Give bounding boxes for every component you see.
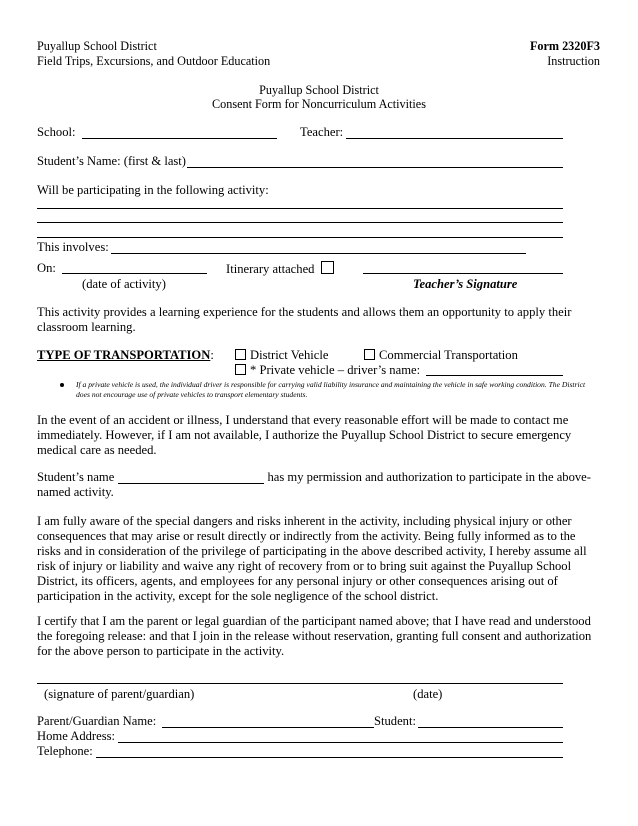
district-vehicle-checkbox[interactable] (235, 349, 246, 360)
commercial-label: Commercial Transportation (379, 348, 518, 362)
permission-text: has my permission and authorization to participate in the above-named activity. (37, 470, 591, 499)
school-label: School: (37, 125, 76, 139)
involves-field[interactable] (111, 253, 526, 254)
school-field[interactable] (82, 138, 277, 139)
on-label: On: (37, 261, 56, 275)
home-address-field[interactable] (118, 742, 563, 743)
parent-signature-field[interactable] (37, 683, 563, 684)
district-vehicle-option[interactable] (235, 348, 328, 363)
itinerary-text: Itinerary attached (226, 262, 315, 276)
involves-label: This involves: (37, 240, 109, 254)
form-type: Instruction (547, 54, 600, 68)
home-address-label: Home Address: (37, 729, 116, 743)
student-name-label: Student’s Name: (first & last) (37, 154, 187, 168)
activity-date-field[interactable] (62, 273, 207, 274)
accident-paragraph: In the event of an accident or illness, I understand that every reasonable effort will be made to contact me immediately. However, if I am not available, I authorize the Puyallup School District to secure emergency medical care as needed. (37, 413, 572, 457)
guardian-name-label: Parent/Guardian Name: (37, 714, 157, 728)
transportation-colon: : (210, 348, 214, 362)
student-label: Student: (374, 714, 416, 728)
activity-line-1[interactable] (37, 208, 563, 209)
private-vehicle-label: * Private vehicle – driver’s name: (250, 363, 421, 377)
page-title: Consent Form for Noncurriculum Activities (212, 97, 426, 111)
activity-line-2[interactable] (37, 222, 563, 223)
transportation-heading-text: TYPE OF TRANSPORTATION (37, 348, 211, 362)
private-vehicle-checkbox[interactable] (235, 364, 246, 375)
permission-paragraph (37, 470, 592, 500)
district-name: Puyallup School District (37, 39, 157, 53)
district-vehicle-label: District Vehicle (250, 348, 329, 362)
risk-paragraph: I am fully aware of the special dangers and risks inherent in the activity, including physical injury or other consequences that may arise or result directly or indirectly from the activity. Being fully informed as to the risks and in consideration of the privilege of participating in the above described activity, I hereby assume all risk of injury or liability and waive any right of recovery from or to bring suit against the Puyallup School District, its officers, agents, and employees for any personal injury or other consequences arising out of participation in the activity, except for the sole negligence of the school district. (37, 514, 587, 603)
telephone-label: Telephone: (37, 744, 93, 758)
note-bullet (60, 383, 64, 387)
driver-name-field[interactable] (426, 375, 563, 376)
activity-line-3[interactable] (37, 237, 563, 238)
date-caption: (date) (413, 687, 443, 701)
private-vehicle-note: If a private vehicle is used, the individual driver is responsible for carrying valid liability insurance and maintaining the vehicle in safe working condition. The District does not encourage use of private vehicles to transport elementary students. (76, 380, 586, 399)
title-district: Puyallup School District (259, 83, 379, 97)
parent-signature-caption: (signature of parent/guardian) (44, 687, 195, 701)
policy-section: Field Trips, Excursions, and Outdoor Education (37, 54, 271, 68)
private-vehicle-option[interactable] (235, 363, 420, 378)
form-number: Form 2320F3 (529, 39, 600, 53)
teacher-field[interactable] (346, 138, 563, 139)
learning-paragraph: This activity provides a learning experience for the students and allows them an opportunity to apply their classroom learning. (37, 305, 572, 334)
teacher-label: Teacher: (300, 125, 344, 139)
itinerary-checkbox[interactable] (321, 261, 334, 274)
students-name-field[interactable] (118, 483, 264, 484)
guardian-name-field[interactable] (162, 727, 374, 728)
activity-label: Will be participating in the following activity: (37, 183, 269, 197)
student-field[interactable] (418, 727, 563, 728)
commercial-option[interactable] (364, 348, 518, 363)
commercial-checkbox[interactable] (364, 349, 375, 360)
teacher-signature-field[interactable] (363, 273, 563, 274)
students-name-label: Student’s name (37, 470, 115, 484)
certify-paragraph: I certify that I am the parent or legal guardian of the participant named above; that I have read and understood the foregoing release: and that I join in the release without reservation, granting full consent and authorization for the above person to participate in the activity. (37, 614, 592, 658)
date-of-activity-caption: (date of activity) (82, 277, 166, 291)
transportation-heading (37, 348, 214, 363)
telephone-field[interactable] (96, 757, 563, 758)
student-name-field[interactable] (187, 167, 563, 168)
teacher-signature-caption: Teacher’s Signature (413, 277, 518, 291)
itinerary-label (226, 261, 338, 277)
